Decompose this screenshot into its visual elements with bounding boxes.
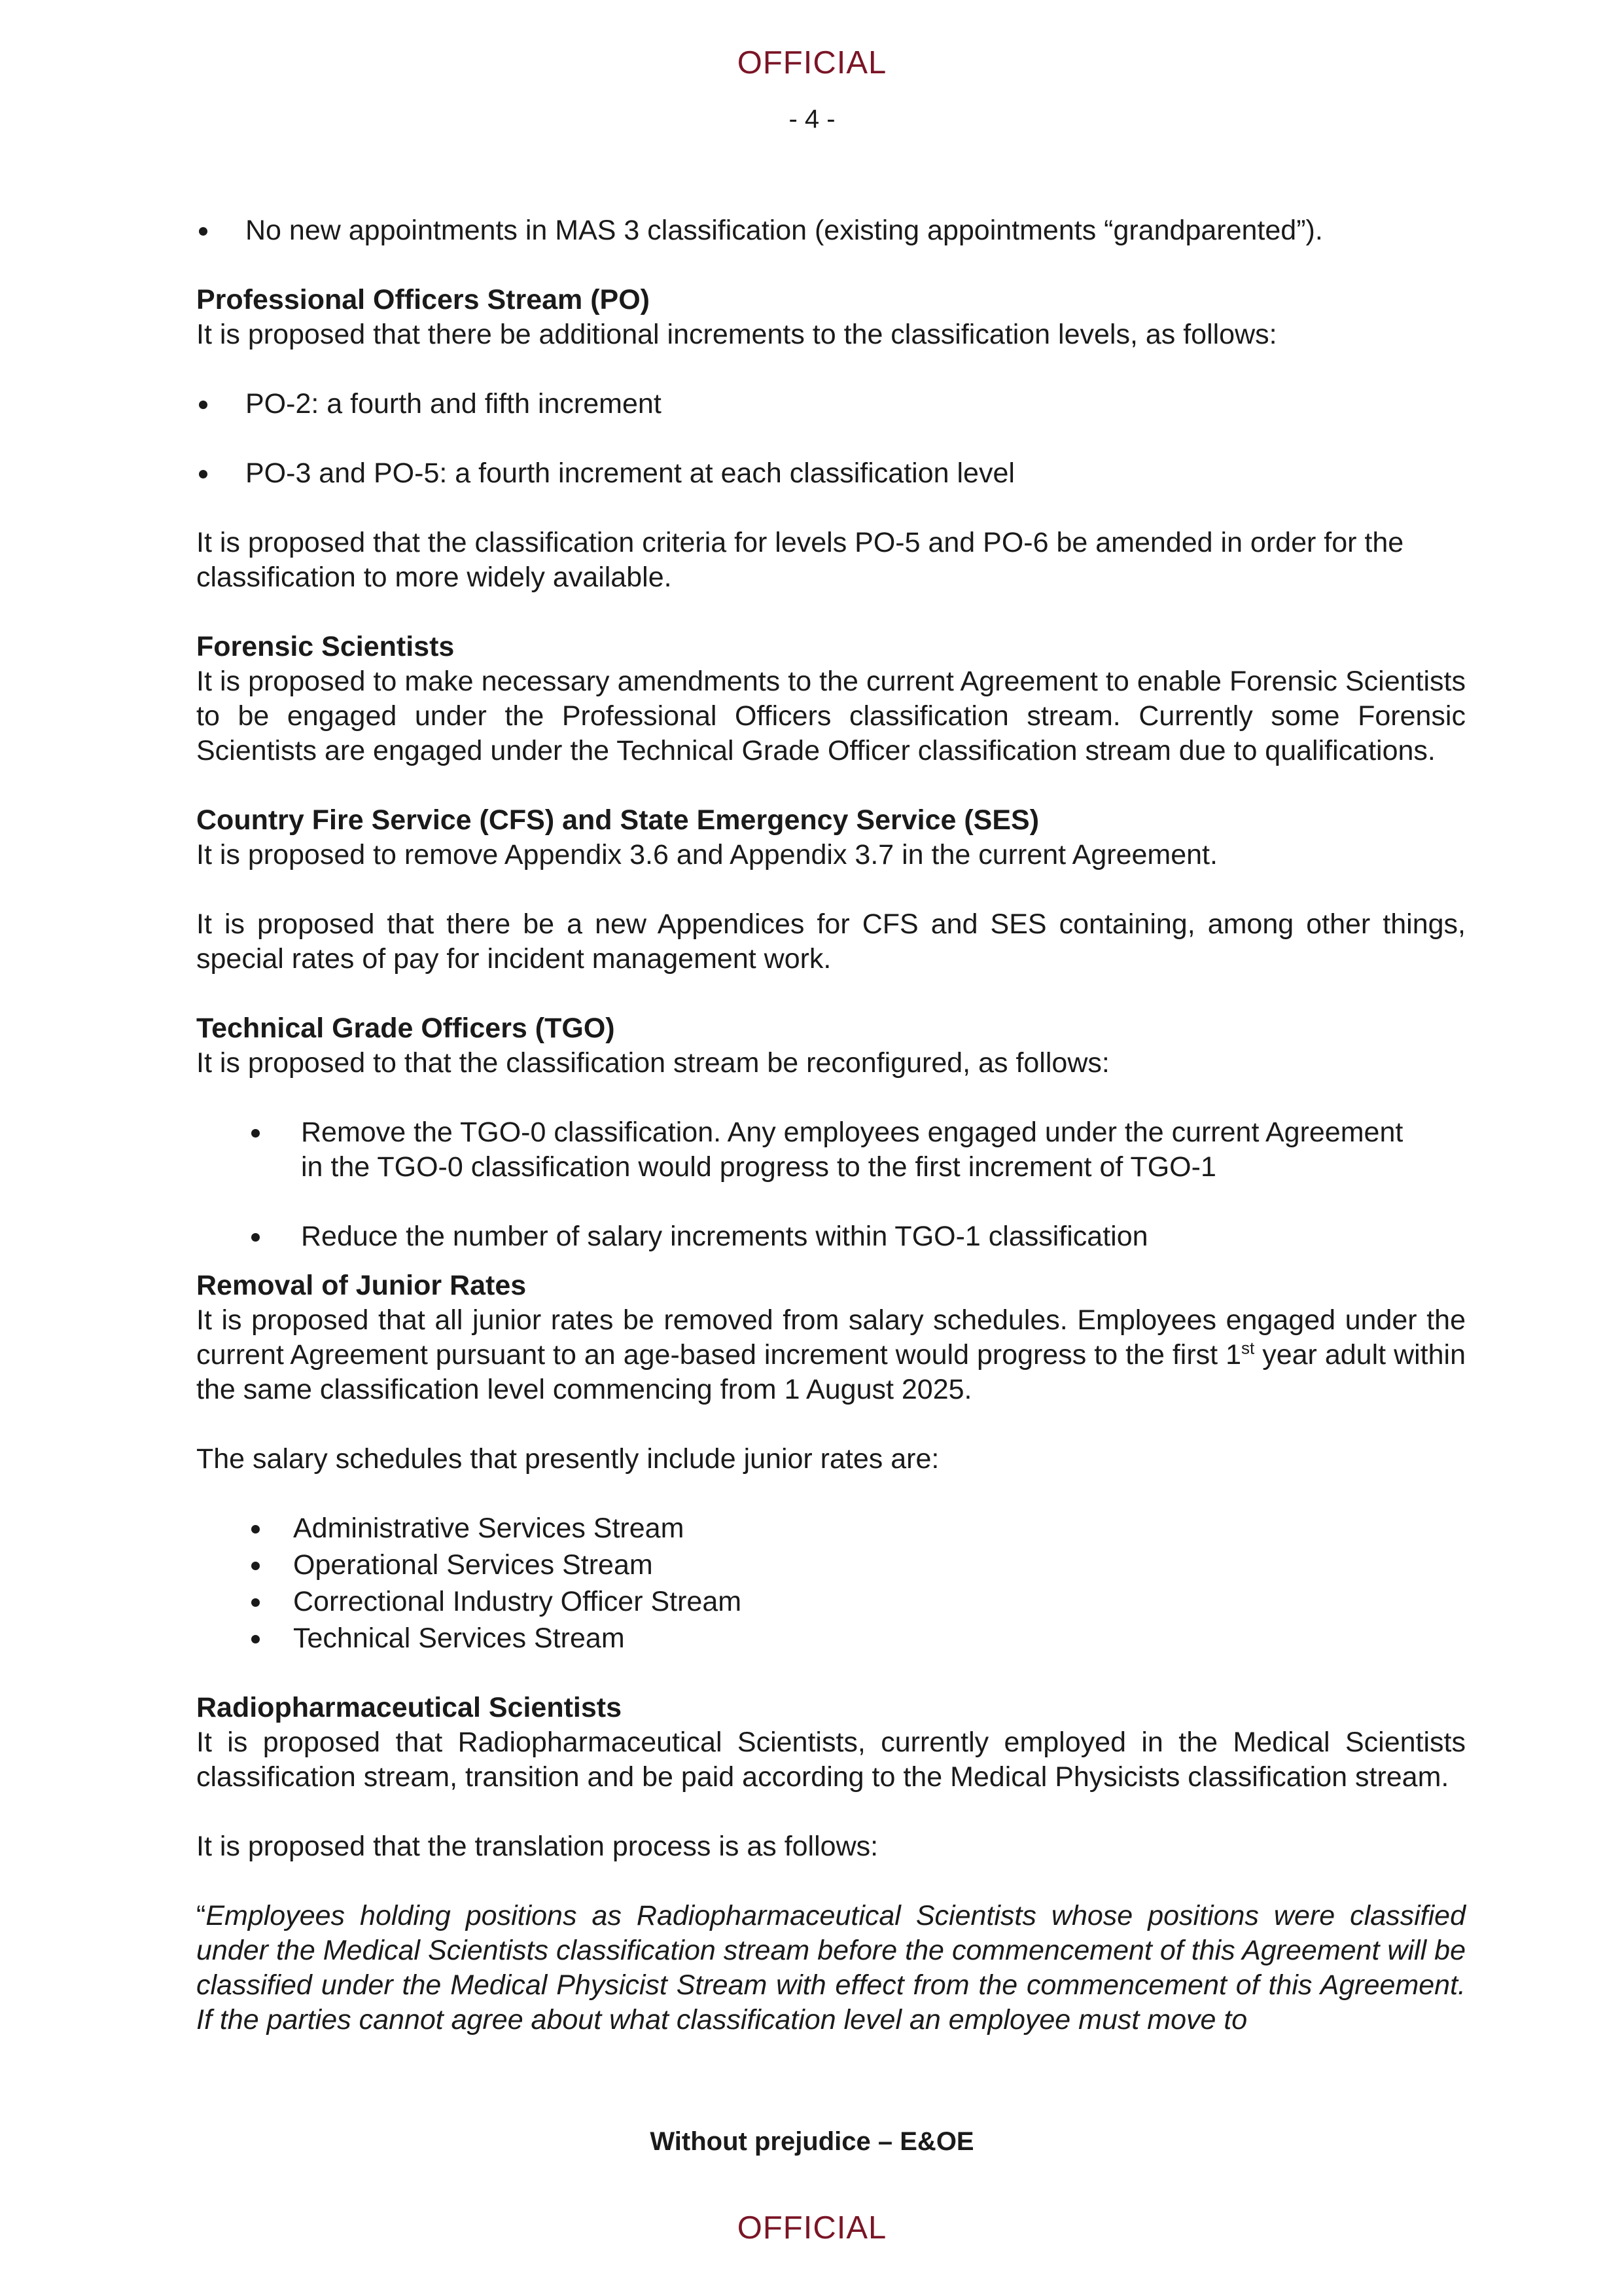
section-heading-junior: Removal of Junior Rates (196, 1270, 527, 1301)
list-item: PO-3 and PO-5: a fourth increment at each classification level (196, 456, 1466, 491)
junior-schedules-list (196, 1511, 1466, 1656)
list-item: PO-2: a fourth and fifth increment (196, 387, 1466, 422)
radio-paragraph: It is proposed that Radiopharmaceutical Scientists, currently employed in the Medical Scientists classification stream, transition and be paid according to the Medical Physicists classification stream. (196, 1727, 1466, 1793)
page-number: - 4 - (788, 105, 836, 134)
tgo-paragraph: It is proposed to that the classification stream be reconfigured, as follows: (196, 1047, 1110, 1079)
cfs-paragraph-2: It is proposed that there be a new Appendices for CFS and SES containing, among other things, special rates of pay for incident management work. (196, 908, 1466, 975)
list-item: Operational Services Stream (196, 1548, 1466, 1583)
list-item: Reduce the number of salary increments within TGO-1 classification (196, 1219, 1466, 1254)
section-heading-po: Professional Officers Stream (PO) (196, 284, 650, 315)
junior-schedules-intro: The salary schedules that presently include junior rates are: (196, 1443, 940, 1475)
list-item: Technical Services Stream (196, 1621, 1466, 1656)
po-paragraph: It is proposed that there be additional increments to the classification levels, as follows: (196, 319, 1277, 350)
list-item: Correctional Industry Officer Stream (196, 1585, 1466, 1619)
translation-quote: “Employees holding positions as Radiopharmaceutical Scientists whose positions were classified under the Medical Scientists classification stream before the commencement of this Agreement will be classified under the Medical Physicist Stream with effect from the commencement of this Agreement. If the parties cannot agree about what classification level an employee must move to (196, 1900, 1466, 2036)
translation-intro: It is proposed that the translation process is as follows: (196, 1831, 879, 1862)
junior-paragraph: It is proposed that all junior rates be removed from salary schedules. Employees engaged under the current Agreement pursuant to an age-based increment would progress to the first 1st year adult within the same classification level commencing from 1 August 2025. (196, 1304, 1466, 1405)
document-body (196, 213, 1466, 2037)
forensic-paragraph: It is proposed to make necessary amendments to the current Agreement to enable Forensic Scientists to be engaged under the Professional Officers classification stream. Currently some Forensic Scientists are engaged under the Technical Grade Officer classification stream due to qualifications. (196, 666, 1466, 766)
po-bullet-list (196, 387, 1466, 491)
po-criteria-paragraph: It is proposed that the classification criteria for levels PO-5 and PO-6 be amended in order for the classification to more widely available. (196, 527, 1404, 593)
section-heading-tgo: Technical Grade Officers (TGO) (196, 1013, 615, 1044)
tgo-bullet-list (196, 1115, 1466, 1254)
cfs-paragraph: It is proposed to remove Appendix 3.6 and Appendix 3.7 in the current Agreement. (196, 839, 1218, 870)
list-item: Administrative Services Stream (196, 1511, 1466, 1546)
section-heading-forensic: Forensic Scientists (196, 631, 455, 662)
list-item: Remove the TGO-0 classification. Any employees engaged under the current Agreement in the TGO-0 classification would progress to the first increment of TGO-1 (196, 1115, 1466, 1185)
intro-bullet-list (196, 213, 1466, 248)
official-footer: OFFICIAL (737, 2210, 887, 2246)
official-header: OFFICIAL (737, 45, 887, 81)
list-item: No new appointments in MAS 3 classification (existing appointments “grandparented”). (196, 213, 1466, 248)
footer-note: Without prejudice – E&OE (650, 2127, 974, 2156)
section-heading-radio: Radiopharmaceutical Scientists (196, 1692, 622, 1723)
section-heading-cfs: Country Fire Service (CFS) and State Emergency Service (SES) (196, 804, 1040, 836)
